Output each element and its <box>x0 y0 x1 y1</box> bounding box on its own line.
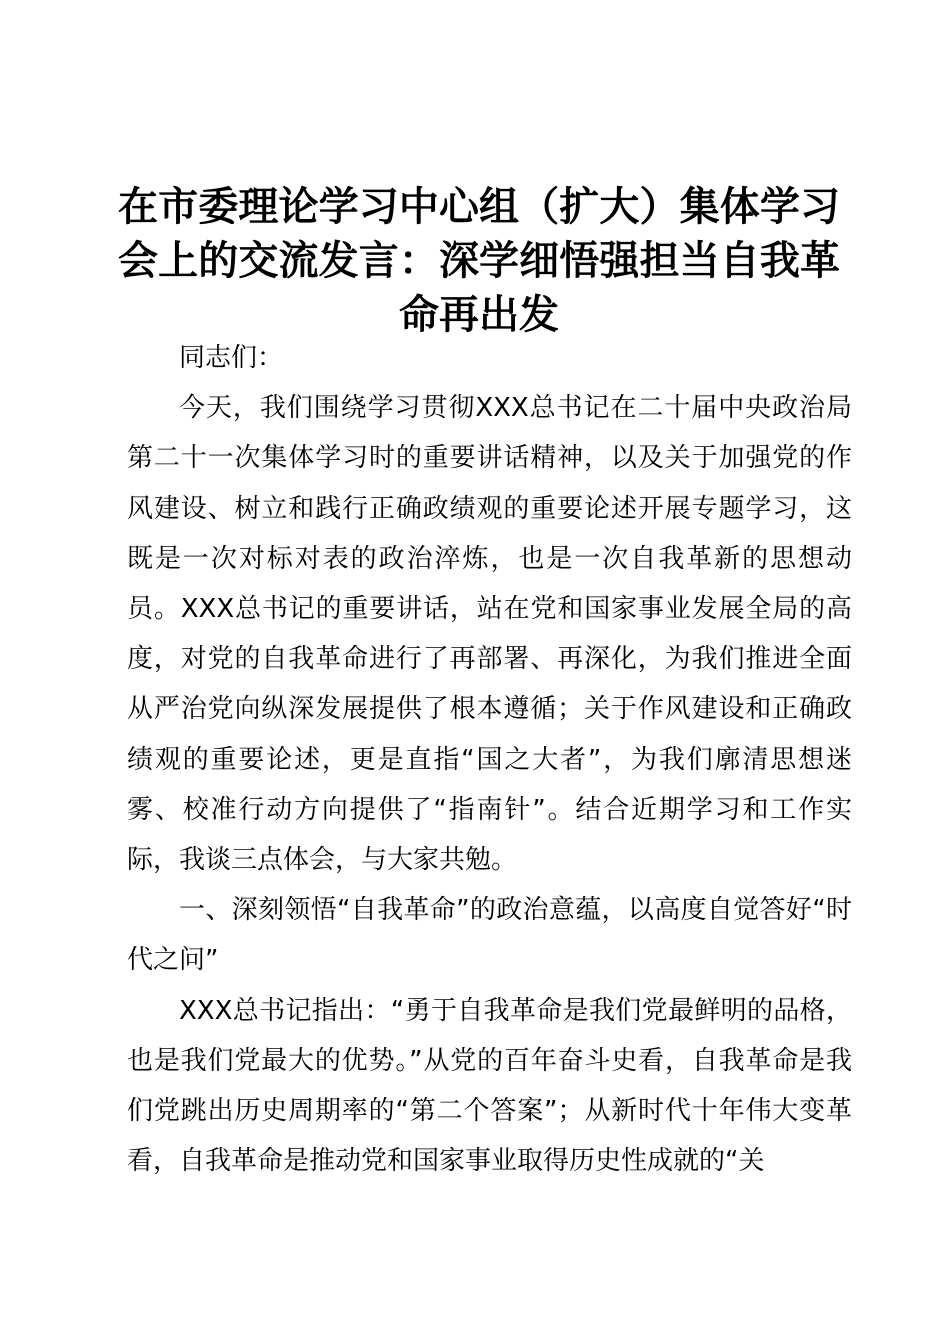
salutation: 同志们： <box>179 343 284 373</box>
body-paragraph: 今天，我们围绕学习贯彻XXX总书记在二十届中央政治局第二十一次集体学习时的重要讲话精神，以及关于加强党的作风建设、树立和践行正确政绩观的重要论述开展专题学习，这既是一次对标对表的政治淬炼，也是一次自我革新的思想动员。XXX总书记的重要讲话，站在党和国家事业发展全局的高度，对党的自我革命进行了再部署、再深化，为我们推进全面从严治党向纵深发展提供了根本遵循；关于作风建设和正确政绩观的重要论述，更是直指“国之大者”，为我们廓清思想迷雾、校准行动方向提供了“指南针”。结合近期学习和工作实际，我谈三点体会，与大家共勉。 <box>127 393 852 876</box>
section-paragraph: XXX总书记指出：“勇于自我革命是我们党最鲜明的品格，也是我们党最大的优势。”从党的百年奋斗史看，自我革命是我们党跳出历史周期率的“第二个答案”；从新时代十年伟大变革看，自我革命是推动党和国家事业取得历史性成就的“关 <box>127 995 852 1177</box>
section-heading: 一、深刻领悟“自我革命”的政治意蕴，以高度自觉答好“时代之问” <box>127 895 852 976</box>
document-body <box>127 333 852 1186</box>
document-title: 在市委理论学习中心组（扩大）集体学习会上的交流发言：深学细悟强担当自我革命再出发 <box>118 183 840 338</box>
